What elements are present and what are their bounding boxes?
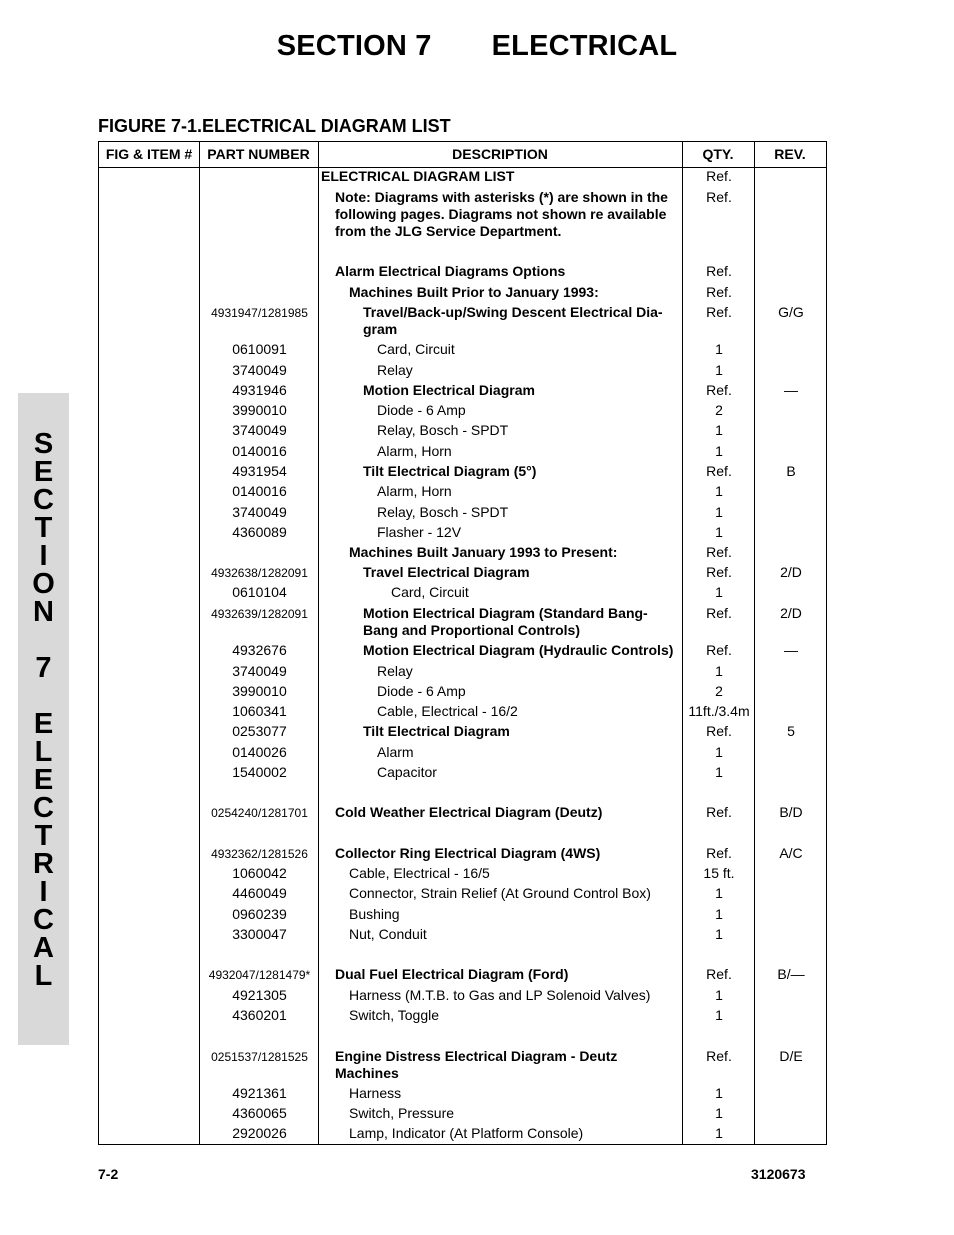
part-number-cell: 0251537/1281525 [211,1050,308,1064]
rev-cell: A/C [779,845,803,861]
description-cell: Flasher - 12V [377,524,462,540]
description-cell: Tilt Electrical Diagram [363,723,510,739]
description-cell: Cable, Electrical - 16/5 [349,865,490,881]
rev-cell: G/G [778,304,804,320]
description-cell: Alarm, Horn [377,443,452,459]
description-cell: Cable, Electrical - 16/2 [377,703,518,719]
part-number-cell: 1060042 [232,865,287,881]
description-cell: Harness (M.T.B. to Gas and LP Solenoid Valves) [349,987,651,1003]
section-title: ELECTRICAL [491,30,678,62]
part-number-cell: 0140026 [232,744,287,760]
qty-cell: 1 [715,744,723,760]
part-number-cell: 4460049 [232,885,287,901]
header-fig-item: FIG & ITEM # [105,146,193,162]
rev-cell: B/D [779,804,803,820]
part-number-cell: 1540002 [232,764,287,780]
side-tab-letter: N [33,596,54,628]
description-cell: Motion Electrical Diagram (Standard Bang-Bang and Proportional Controls) [363,605,648,638]
section-heading [0,30,954,63]
rev-cell: B/— [777,966,805,982]
side-tab-letter: E [33,708,54,740]
qty-cell: Ref. [706,1048,732,1064]
description-cell: Bushing [349,906,400,922]
qty-cell: 1 [715,1085,723,1101]
side-tab-letter: O [32,568,55,600]
figure-title: FIGURE 7-1.ELECTRICAL DIAGRAM LIST [98,116,451,136]
description-cell: Relay [377,663,413,679]
side-tab-letter: E [33,764,54,796]
description-cell: Travel/Back-up/Swing Descent Electrical Dia-gram [363,304,663,337]
qty-cell: 1 [715,422,723,438]
qty-cell: 1 [715,926,723,942]
parts-table [98,141,827,1145]
qty-cell: Ref. [706,189,732,205]
description-cell: Switch, Pressure [349,1105,455,1121]
part-number-cell: 2920026 [232,1125,287,1141]
description-cell: Alarm, Horn [377,483,452,499]
part-number-cell: 4360201 [232,1007,287,1023]
part-number-cell: 0253077 [232,723,287,739]
side-tab-letter: C [33,792,54,824]
side-tab-letter: C [33,484,54,516]
qty-cell: 11ft./3.4m [688,703,750,719]
qty-cell: Ref. [706,168,732,184]
description-cell: Connector, Strain Relief (At Ground Control Box) [349,885,651,901]
rev-cell: — [784,382,798,398]
qty-cell: 1 [715,443,723,459]
side-tab-letter: I [39,876,48,908]
part-number-cell: 4932047/1281479* [208,968,311,982]
header-rev: REV. [774,146,806,162]
qty-cell: 1 [715,483,723,499]
description-cell: Dual Fuel Electrical Diagram (Ford) [335,966,569,982]
description-cell: Lamp, Indicator (At Platform Console) [349,1125,584,1141]
side-tab-letter: L [34,736,53,768]
part-number-cell: 4931954 [232,463,287,479]
part-number-cell: 0610104 [232,584,287,600]
description-cell: Diode - 6 Amp [377,683,466,699]
description-cell: Alarm [377,744,414,760]
rev-cell: B [786,463,796,479]
qty-cell: 1 [715,524,723,540]
part-number-cell: 4921305 [232,987,287,1003]
header-qty: QTY. [702,146,734,162]
header-description: DESCRIPTION [452,146,548,162]
part-number-cell: 3300047 [232,926,287,942]
part-number-cell: 4932362/1281526 [211,847,308,861]
qty-cell: 1 [715,663,723,679]
part-number-cell: 3740049 [232,504,287,520]
qty-cell: 1 [715,362,723,378]
qty-cell: Ref. [706,605,732,621]
description-cell: Capacitor [377,764,437,780]
part-number-cell: 0960239 [232,906,287,922]
qty-cell: 15 ft. [703,865,735,881]
qty-cell: 2 [715,402,723,418]
part-number-cell: 3740049 [232,362,287,378]
qty-cell: 1 [715,341,723,357]
description-cell: Motion Electrical Diagram [363,382,535,398]
qty-cell: Ref. [706,804,732,820]
side-tab-letter: I [39,540,48,572]
part-number-cell: 3990010 [232,402,287,418]
qty-cell: Ref. [706,463,732,479]
side-tab-letter: T [34,512,53,544]
side-tab-letter: A [33,932,54,964]
side-tab-letter: 7 [35,652,52,684]
description-cell: Tilt Electrical Diagram (5°) [363,463,537,479]
part-number-cell: 3740049 [232,663,287,679]
part-number-cell: 0140016 [232,483,287,499]
description-cell: Card, Circuit [391,584,469,600]
part-number-cell: 4360089 [232,524,287,540]
qty-cell: 1 [715,764,723,780]
page-number: 7-2 [98,1166,119,1182]
rev-cell: — [784,642,798,658]
description-cell: Note: Diagrams with asterisks (*) are shown in the following pages. Diagrams not shown re available from the JLG Service Department. [335,189,668,239]
part-number-cell: 4932676 [232,642,287,658]
side-tab-letter: T [34,820,53,852]
part-number-cell: 1060341 [232,703,287,719]
part-number-cell: 0140016 [232,443,287,459]
qty-cell: 1 [715,1105,723,1121]
qty-cell: 1 [715,1125,723,1141]
part-number-cell: 3740049 [232,422,287,438]
description-cell: Diode - 6 Amp [377,402,466,418]
description-cell: Card, Circuit [377,341,455,357]
description-cell: Collector Ring Electrical Diagram (4WS) [335,845,601,861]
side-tab-letter: C [33,904,54,936]
header-part-number: PART NUMBER [207,146,310,162]
side-tab-letter: S [33,428,54,460]
section-number: SECTION 7 [276,30,432,62]
part-number-cell: 4931946 [232,382,287,398]
description-cell: Harness [349,1085,402,1101]
qty-cell: Ref. [706,544,732,560]
part-number-cell: 0610091 [232,341,287,357]
section-side-tab [18,393,69,1045]
qty-cell: Ref. [706,304,732,320]
qty-cell: Ref. [706,284,732,300]
qty-cell: 1 [715,885,723,901]
rev-cell: D/E [779,1048,803,1064]
description-cell: Relay [377,362,413,378]
rev-cell: 5 [787,723,795,739]
document-number: 3120673 [751,1166,806,1182]
qty-cell: Ref. [706,642,732,658]
qty-cell: 1 [715,987,723,1003]
rev-cell: 2/D [780,605,802,621]
description-cell: Machines Built Prior to January 1993: [349,284,599,300]
part-number-cell: 0254240/1281701 [211,806,308,820]
description-cell: Relay, Bosch - SPDT [377,422,509,438]
description-cell: Relay, Bosch - SPDT [377,504,509,520]
description-cell: ELECTRICAL DIAGRAM LIST [321,168,515,184]
qty-cell: 1 [715,1007,723,1023]
part-number-cell: 4360065 [232,1105,287,1121]
qty-cell: Ref. [706,564,732,580]
qty-cell: Ref. [706,382,732,398]
part-number-cell: 3990010 [232,683,287,699]
qty-cell: Ref. [706,263,732,279]
side-tab-letter: R [33,848,54,880]
description-cell: Machines Built January 1993 to Present: [349,544,618,560]
qty-cell: 1 [715,504,723,520]
description-cell: Travel Electrical Diagram [363,564,530,580]
side-tab-letter: E [33,456,54,488]
side-tab-letter: L [34,960,53,992]
description-cell: Motion Electrical Diagram (Hydraulic Controls) [363,642,674,658]
qty-cell: Ref. [706,845,732,861]
rev-cell: 2/D [780,564,802,580]
description-cell: Alarm Electrical Diagrams Options [335,263,566,279]
qty-cell: Ref. [706,723,732,739]
description-cell: Engine Distress Electrical Diagram - Deutz Machines [335,1048,618,1081]
part-number-cell: 4932639/1282091 [211,607,308,621]
qty-cell: 1 [715,584,723,600]
description-cell: Cold Weather Electrical Diagram (Deutz) [335,804,603,820]
qty-cell: Ref. [706,966,732,982]
part-number-cell: 4932638/1282091 [211,566,308,580]
description-cell: Switch, Toggle [349,1007,440,1023]
qty-cell: 2 [715,683,723,699]
qty-cell: 1 [715,906,723,922]
part-number-cell: 4931947/1281985 [211,306,308,320]
part-number-cell: 4921361 [232,1085,287,1101]
description-cell: Nut, Conduit [349,926,427,942]
